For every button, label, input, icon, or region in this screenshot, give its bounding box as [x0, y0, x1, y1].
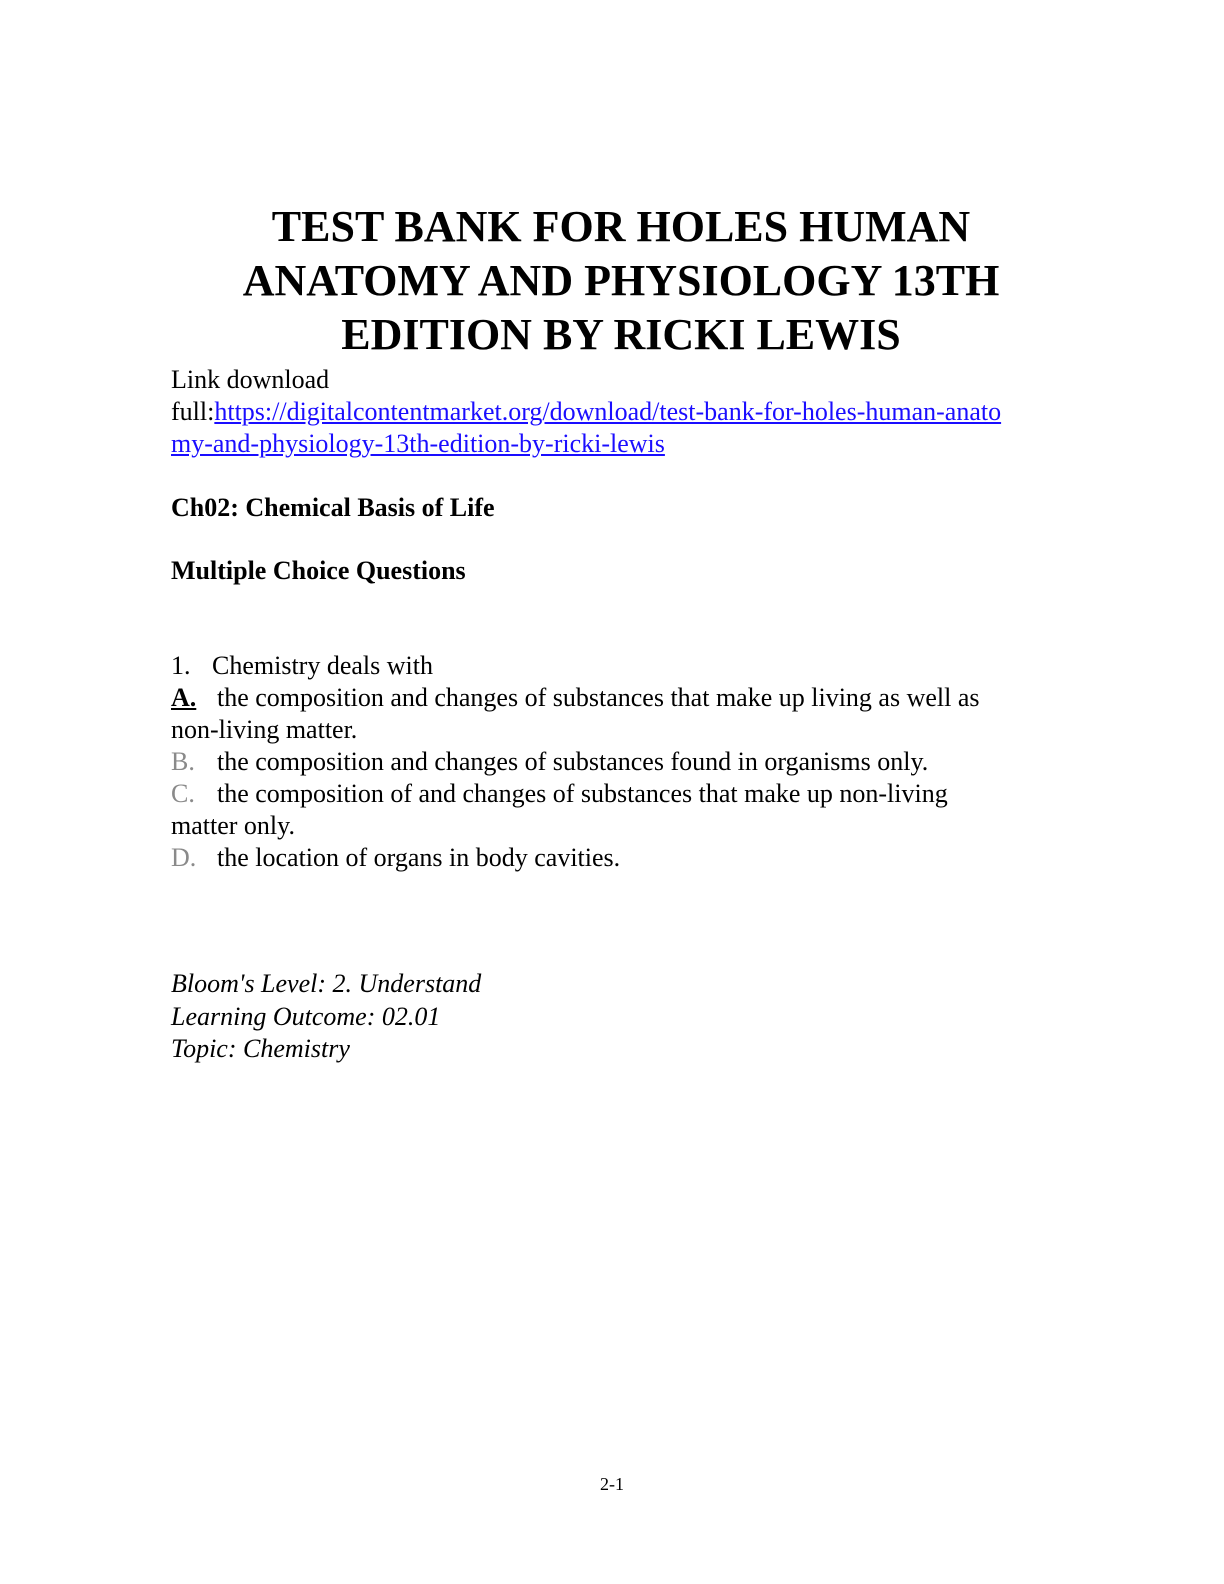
link-row-2: [171, 428, 1071, 460]
option-d-letter: D.: [171, 843, 197, 872]
option-c-letter: C.: [171, 779, 195, 808]
link-prefix: full:: [171, 397, 215, 426]
section-heading: Multiple Choice Questions: [171, 556, 466, 585]
option-b-text: the composition and changes of substances found in organisms only.: [217, 747, 929, 776]
download-link-block: [171, 364, 1071, 460]
download-link-part-2[interactable]: my-and-physiology-13th-edition-by-ricki-lewis: [171, 429, 665, 458]
option-b: [171, 746, 1051, 778]
download-link-part-1[interactable]: https://digitalcontentmarket.org/download/test-bank-for-holes-human-anato: [214, 397, 1002, 426]
question-number: 1.: [171, 651, 191, 680]
page-number: 2-1: [600, 1474, 624, 1494]
option-d: [171, 842, 1051, 874]
option-a: [171, 682, 1051, 746]
option-a-text-line2: non-living matter.: [171, 715, 358, 744]
option-a-letter: A.: [171, 683, 197, 712]
title-line-2: ANATOMY AND PHYSIOLOGY 13TH: [242, 256, 1000, 305]
option-c-text-line2: matter only.: [171, 811, 295, 840]
learning-outcome: Learning Outcome: 02.01: [171, 1002, 441, 1031]
blooms-level: Bloom's Level: 2. Understand: [171, 969, 482, 998]
question-stem: [171, 650, 1051, 682]
topic: Topic: Chemistry: [171, 1034, 350, 1063]
option-d-text: the location of organs in body cavities.: [217, 843, 621, 872]
document-title: [171, 200, 1071, 362]
link-label: Link download: [171, 365, 330, 394]
option-c: [171, 778, 1051, 842]
title-line-1: TEST BANK FOR HOLES HUMAN: [271, 202, 971, 251]
option-c-text-line1: the composition of and changes of substances that make up non-living: [217, 779, 948, 808]
chapter-heading: Ch02: Chemical Basis of Life: [171, 493, 495, 522]
question-text: Chemistry deals with: [212, 651, 433, 680]
title-line-3: EDITION BY RICKI LEWIS: [341, 310, 901, 359]
link-row-1: [171, 396, 1071, 428]
option-b-letter: B.: [171, 747, 195, 776]
option-a-text-line1: the composition and changes of substances that make up living as well as: [217, 683, 980, 712]
